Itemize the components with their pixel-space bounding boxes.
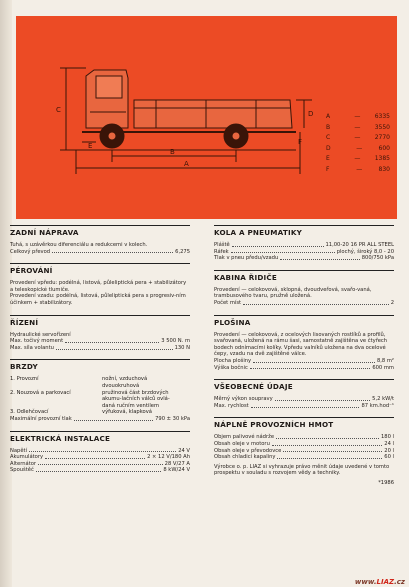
spec-row: Max. síla volantu 130 N: [10, 344, 190, 351]
spec-row: Obsah oleje v motoru 24 l: [214, 440, 394, 447]
brake-item: 1. Provozní nožní, vzduchová dvouokruhová: [10, 376, 148, 389]
spec-row: Výška bočnic 600 mm: [214, 364, 394, 371]
dimension-table: [326, 112, 390, 176]
dimension-row: A — 6335: [326, 113, 390, 120]
right-column: [214, 225, 394, 486]
section-title-kola: KOLA A PNEUMATIKY: [214, 225, 394, 238]
spec-row: Počet míst 2: [214, 299, 394, 306]
spec-row: Max. točivý moment 3 500 N. m: [10, 338, 190, 345]
spec-row: Maximální provozní tlak 790 ± 30 kPa: [10, 415, 190, 422]
dim-letter-e: E: [88, 142, 93, 150]
spec-row: Akumulátory 2 × 12 V/180 Ah: [10, 454, 190, 461]
spec-row: Max. rychlost 87 km.hod⁻¹: [214, 402, 394, 409]
dimension-row: E — 1385: [326, 155, 390, 163]
suspension-rear-text: Provedení vzadu: podélná, listová, půleliptická pera s progresiv-ním účinkem + stabilizátory.: [10, 293, 186, 306]
dim-letter-f: F: [298, 138, 303, 146]
spec-row: Objem palivové nádrže 180 l: [214, 434, 394, 441]
dim-letter-d: D: [308, 110, 314, 118]
section-title-naplne: NÁPLNĚ PROVOZNÍCH HMOT: [214, 417, 394, 430]
spec-row: Měrný výkon soupravy 5,2 kW/t: [214, 396, 394, 403]
section-title-zadni-naprava: ZADNÍ NÁPRAVA: [10, 225, 190, 238]
spec-row: Celkový převod 6,275: [10, 248, 190, 255]
spec-row: Tlak v pneu předu/vzadu 800/750 kPa: [214, 255, 394, 262]
brake-item: 3. Odlehčovací výfuková, klapková: [10, 409, 152, 416]
print-year: *1986: [378, 479, 394, 486]
dim-letter-a: A: [184, 160, 189, 168]
left-column: [10, 225, 190, 474]
section-title-vseobecne: VŠEOBECNÉ ÚDAJE: [214, 379, 394, 392]
spec-row: Ráfek plochý, široký 8,0 - 20: [214, 248, 394, 255]
spec-row: Obsah chladicí kapaliny 60 l: [214, 454, 394, 461]
section-title-brzdy: BRZDY: [10, 359, 190, 372]
dimension-row: F — 830: [326, 165, 390, 173]
spec-row: Plocha plošiny 8,8 m²: [214, 357, 394, 364]
dimension-row: B — 3550: [326, 123, 390, 131]
steering-text: Hydraulické servořízení: [10, 331, 71, 338]
platform-text: Provedení — celokovová, z ocelových lisovaných rostlíků a profilů, svařovaná, uložená na rámu šasi, samostatně zajištěna ve čtyřech bodech odnímacími kolíky. Vpředu valníků uložena na dva ocelové čepy, vzadu na dvě zajištěné válce.: [214, 331, 388, 358]
section-title-elektricka-instalace: ELEKTRICKÁ INSTALACE: [10, 431, 190, 444]
suspension-front-text: Provedení vpředu: podélná, listová, půleliptická pera + stabilizátory a teleskopické tlumiče.: [10, 280, 187, 293]
dimension-row: D — 600: [326, 144, 390, 152]
dim-letter-c: C: [56, 106, 61, 114]
spec-row: Pláště 11,00-20 16 PR ALL STEEL: [214, 242, 394, 248]
spec-row: Obsah oleje v převodovce 20 l: [214, 447, 394, 454]
spec-row: Alternátor 28 V/27 A: [10, 460, 190, 467]
section-title-kabina: KABINA ŘIDIČE: [214, 270, 394, 283]
brake-item: 2. Nouzová a parkovací pružinová část brzdových akumu-lačních válců ovlá-daná ručním ventilem: [10, 389, 170, 409]
spec-row: Napětí 24 V: [10, 447, 190, 454]
cab-text: Provedení — celokovová, sklopná, dvoudveřová, svařo-vaná, trambusového tvaru, pružně uložená.: [214, 286, 372, 300]
spec-row: Spouštěč 8 kW/24 V: [10, 467, 190, 474]
dim-letter-b: B: [170, 148, 175, 156]
dimension-row: C — 2770: [326, 134, 390, 142]
rear-axle-text: Tuhá, s uzávěrkou diferenciálu a redukcemi v kolech.: [10, 242, 148, 248]
truck-dimension-diagram: [16, 16, 397, 219]
section-title-rizeni: ŘÍZENÍ: [10, 315, 190, 328]
section-title-peroveni: PÉROVÁNÍ: [10, 263, 190, 276]
section-title-plosina: PLOŠINA: [214, 315, 394, 328]
manufacturer-note: Výrobce o. p. LIAZ si vyhrazuje právo měnit údaje uvedené v tomto prospektu v souladu s rozvojem vědy a techniky.: [214, 463, 390, 477]
site-watermark: www.LIAZ.cz: [354, 578, 405, 586]
